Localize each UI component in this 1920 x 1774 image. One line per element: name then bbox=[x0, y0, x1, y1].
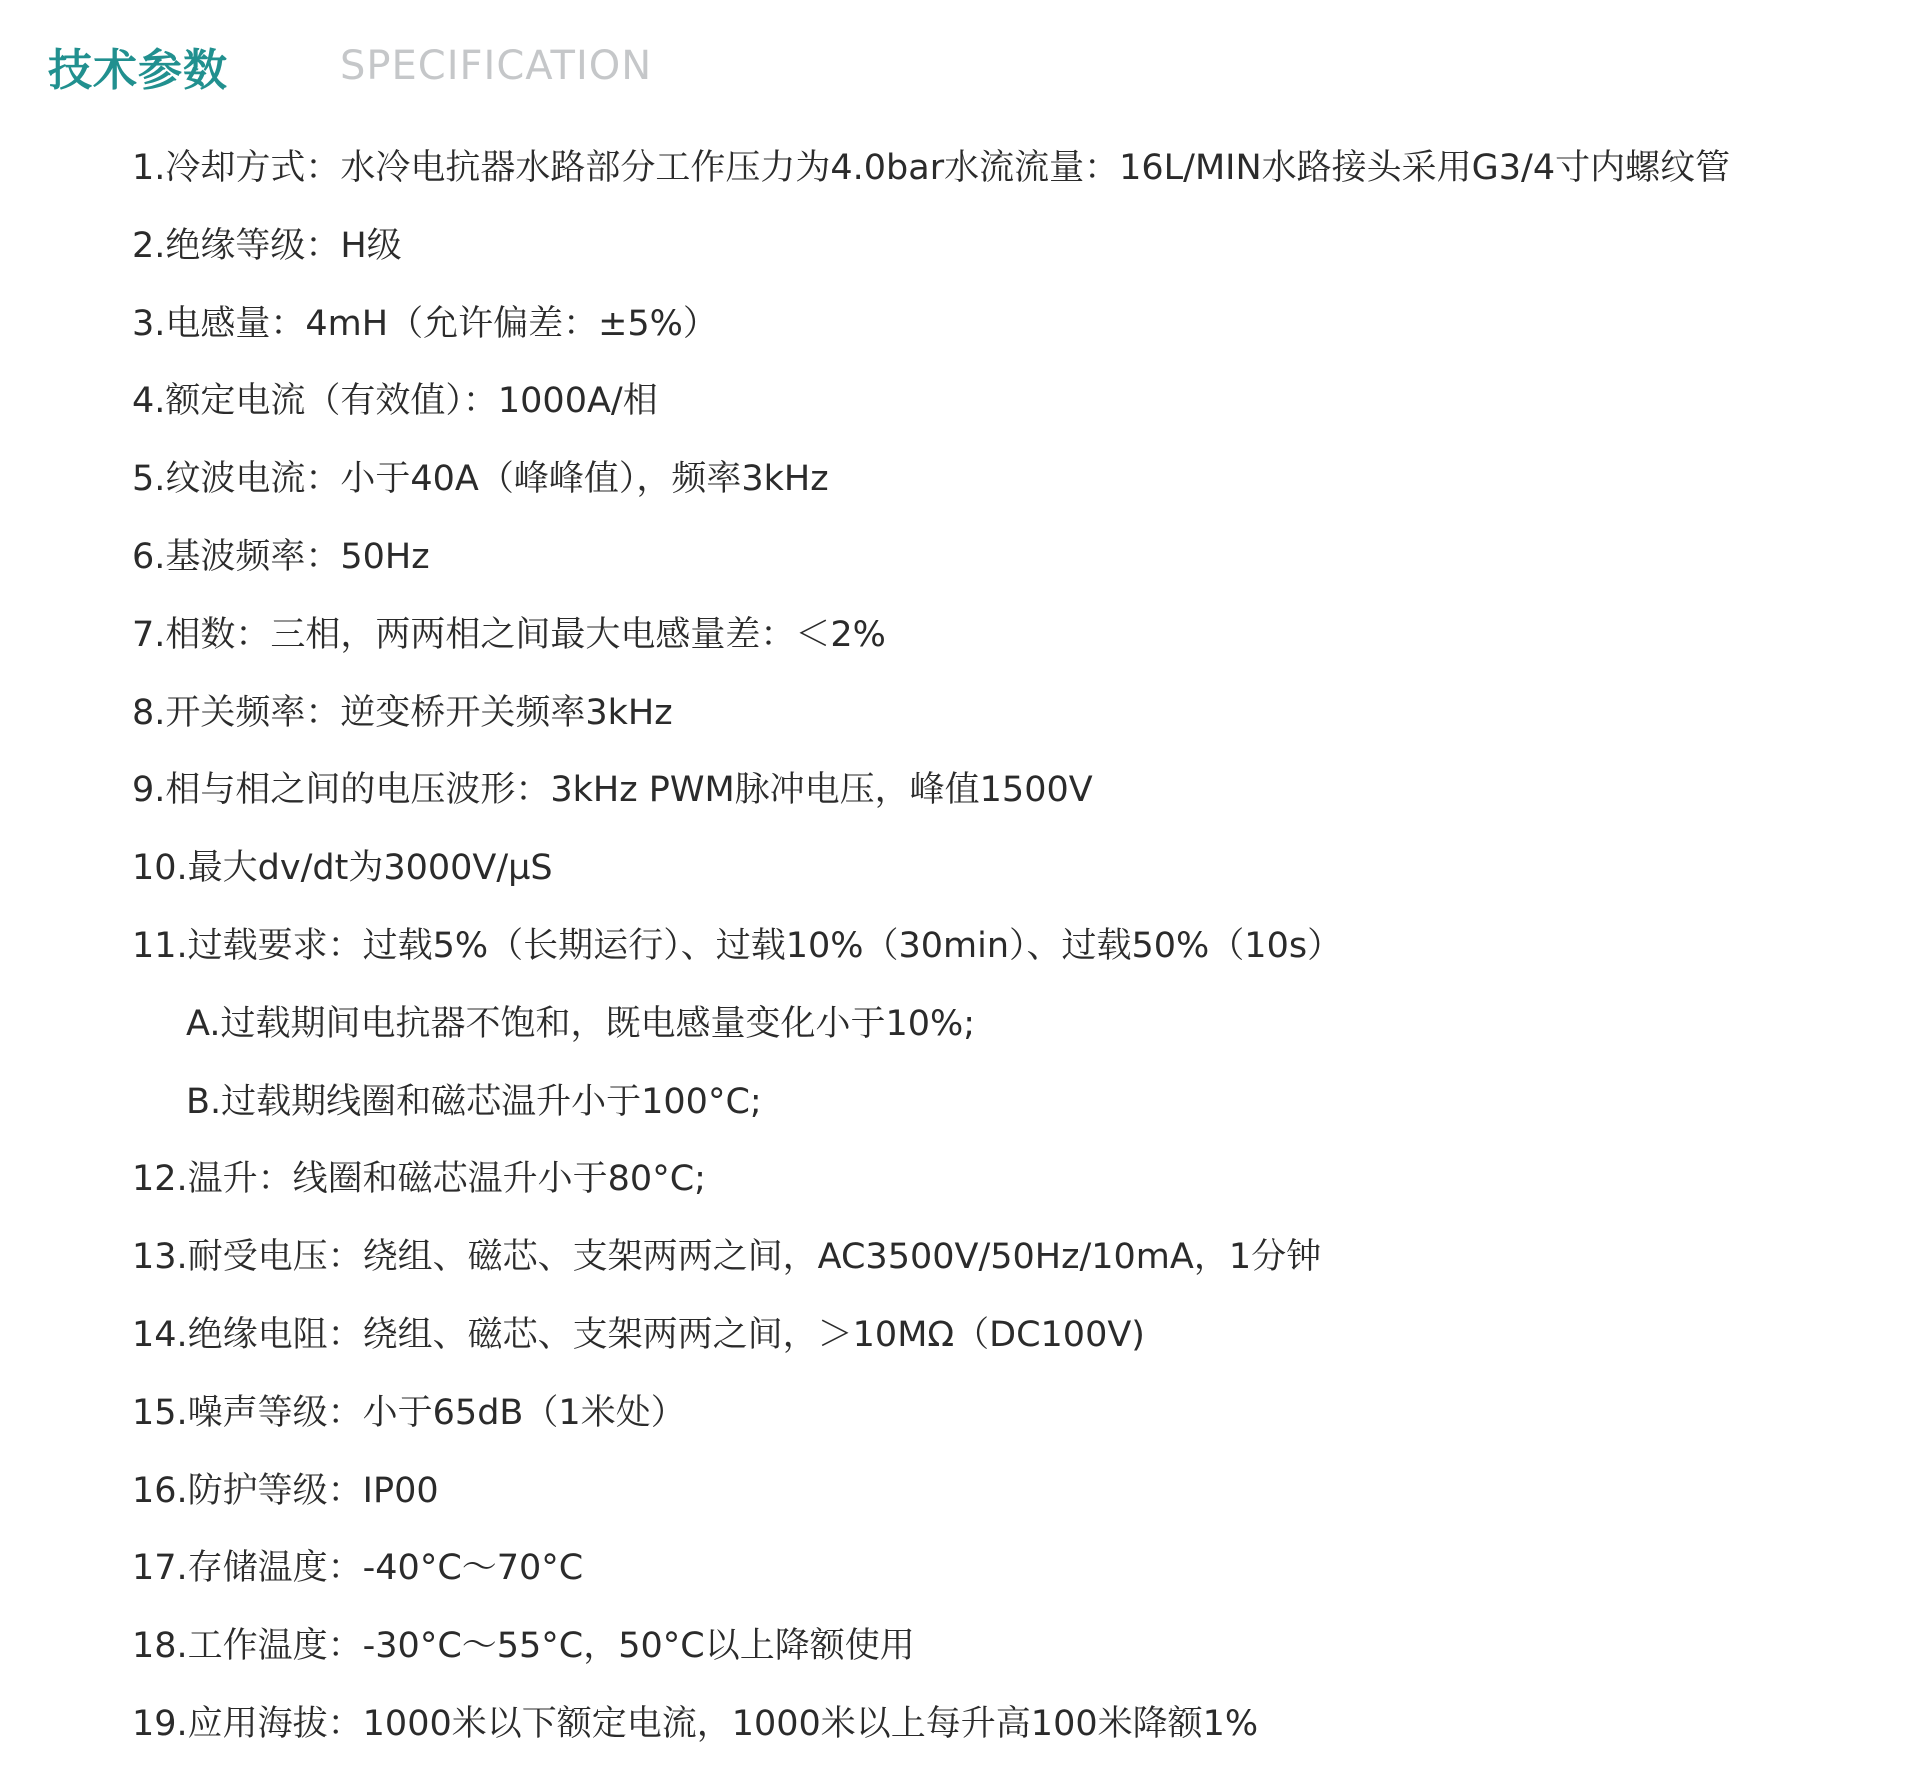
section-title-chinese: 技术参数 bbox=[48, 45, 228, 96]
spec-item-withstand-voltage: 13.耐受电压：绕组、磁芯、支架两两之间，AC3500V/50Hz/10mA，1分钟 bbox=[132, 1237, 1322, 1278]
section-header bbox=[48, 38, 652, 94]
spec-subitem-overload-a: A.过载期间电抗器不饱和，既电感量变化小于10%; bbox=[186, 1003, 976, 1044]
spec-subitem-overload-b: B.过载期线圈和磁芯温升小于100°C; bbox=[186, 1081, 762, 1122]
spec-item-insulation-class: 2.绝缘等级：H级 bbox=[132, 225, 402, 266]
spec-item-protection-class: 16.防护等级：IP00 bbox=[132, 1470, 439, 1511]
spec-item-ripple-current: 5.纹波电流：小于40A（峰峰值），频率3kHz bbox=[132, 459, 829, 500]
spec-item-noise-level: 15.噪声等级：小于65dB（1米处） bbox=[132, 1392, 686, 1433]
spec-item-temperature-rise: 12.温升：线圈和磁芯温升小于80°C; bbox=[132, 1159, 706, 1200]
spec-item-voltage-waveform: 9.相与相之间的电压波形：3kHz PWM脉冲电压，峰值1500V bbox=[132, 770, 1093, 811]
spec-item-inductance: 3.电感量：4mH（允许偏差：±5%） bbox=[132, 303, 718, 344]
spec-item-storage-temperature: 17.存储温度：-40°C～70°C bbox=[132, 1548, 584, 1589]
specification-list bbox=[132, 138, 1912, 1772]
spec-item-fundamental-frequency: 6.基波频率：50Hz bbox=[132, 536, 430, 577]
spec-item-cooling: 1.冷却方式：水冷电抗器水路部分工作压力为4.0bar水流流量：16L/MIN水路接头采用G3/4寸内螺纹管 bbox=[132, 148, 1731, 188]
spec-item-phases: 7.相数：三相，两两相之间最大电感量差：＜2% bbox=[132, 614, 886, 655]
spec-item-max-dvdt: 10.最大dv/dt为3000V/µS bbox=[132, 848, 553, 889]
spec-item-insulation-resistance: 14.绝缘电阻：绕组、磁芯、支架两两之间，＞10MΩ（DC100V) bbox=[132, 1314, 1145, 1355]
spec-item-altitude: 19.应用海拔：1000米以下额定电流，1000米以上每升高100米降额1% bbox=[132, 1703, 1259, 1744]
spec-item-rated-current: 4.额定电流（有效值）：1000A/相 bbox=[132, 381, 658, 422]
spec-item-switching-frequency: 8.开关频率：逆变桥开关频率3kHz bbox=[132, 692, 673, 733]
spec-item-overload: 11.过载要求：过载5%（长期运行）、过载10%（30min）、过载50%（10s） bbox=[132, 925, 1343, 966]
section-title-english: SPECIFICATION bbox=[340, 43, 653, 89]
spec-item-operating-temperature: 18.工作温度：-30°C～55°C，50°C以上降额使用 bbox=[132, 1626, 915, 1667]
